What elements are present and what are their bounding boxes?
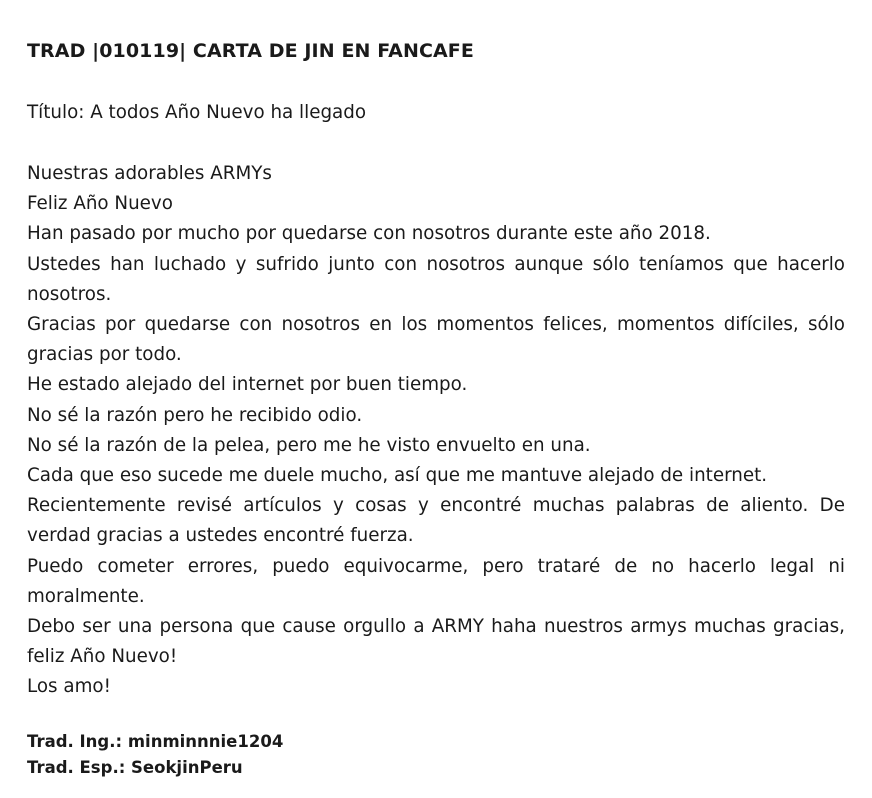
spanish-translator-credit: Trad. Esp.: SeokjinPeru [27, 757, 243, 777]
letter-title: Título: A todos Año Nuevo ha llegado [27, 102, 367, 123]
letter-line: Recientemente revisé artículos y cosas y encontré muchas palabras de aliento. De verdad gracias a ustedes encontré fuerza. [27, 495, 845, 547]
letter-line: No sé la razón de la pelea, pero me he visto envuelto en una. [27, 434, 591, 456]
letter-line: Gracias por quedarse con nosotros en los momentos felices, momentos difíciles, sólo gracias por todo. [27, 314, 845, 366]
letter-line: He estado alejado del internet por buen tiempo. [27, 374, 468, 396]
letter-line: Han pasado por mucho por quedarse con nosotros durante este año 2018. [27, 223, 711, 245]
letter-line: Debo ser una persona que cause orgullo a ARMY haha nuestros armys muchas gracias, feliz Año Nuevo! [27, 616, 845, 668]
translation-credits [27, 729, 845, 781]
letter-line: Los amo! [27, 676, 111, 698]
letter-line: Cada que eso sucede me duele mucho, así que me mantuve alejado de internet. [27, 465, 768, 487]
letter-line: Feliz Año Nuevo [27, 193, 173, 215]
letter-line: No sé la razón pero he recibido odio. [27, 404, 363, 426]
letter-body [27, 159, 845, 703]
letter-line: Ustedes han luchado y sufrido junto con nosotros aunque sólo teníamos que hacerlo nosotros. [27, 253, 845, 305]
english-translator-credit: Trad. Ing.: minminnnie1204 [27, 731, 284, 751]
letter-line: Nuestras adorables ARMYs [27, 163, 272, 184]
letter-line: Puedo cometer errores, puedo equivocarme, pero trataré de no hacerlo legal ni moralmente. [27, 555, 845, 607]
document-heading: TRAD |010119| CARTA DE JIN EN FANCAFE [27, 40, 474, 62]
translation-card [27, 38, 845, 781]
